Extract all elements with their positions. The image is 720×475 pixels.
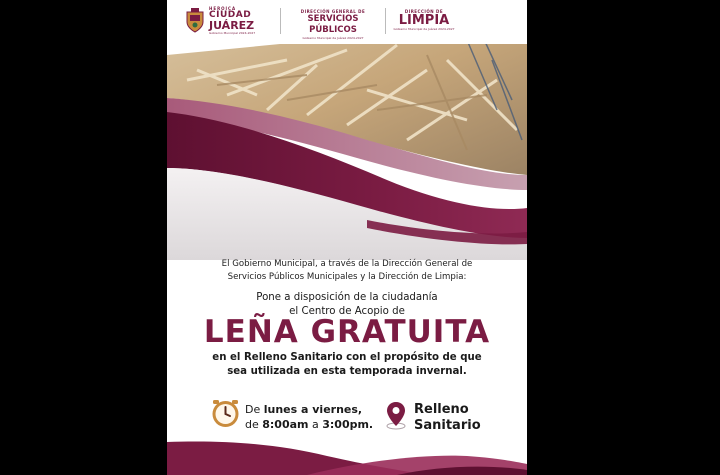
intro-line: El Gobierno Municipal, a través de la Dirección General de: [221, 259, 473, 269]
schedule-days: De lunes a viernes,: [245, 403, 363, 416]
footer-wave: [167, 430, 527, 475]
limpia-logo: [389, 9, 459, 31]
clock-icon: [210, 398, 241, 429]
lim-small-text: DIRECCIÓN DE: [404, 9, 444, 14]
schedule-hours: de 8:00am a 3:00pm.: [245, 418, 374, 431]
location-line: Relleno: [414, 402, 469, 417]
cj-juarez-text: JUÁREZ: [209, 19, 255, 32]
lim-big-text: LIMPIA: [398, 13, 450, 28]
description-line: en el Relleno Sanitario con el propósito de que: [212, 352, 482, 363]
schedule-text: [245, 402, 373, 432]
coat-of-arms-icon: [185, 8, 205, 34]
header-divider: [385, 8, 386, 34]
announcement-line: Pone a disposición de la ciudadanía: [256, 292, 438, 303]
lim-subtitle: Gobierno Municipal de Juárez 2024-2027: [393, 27, 455, 31]
announcement-line: el Centro de Acopio de: [289, 306, 405, 317]
description-text: [187, 351, 507, 379]
intro-line: Servicios Públicos Municipales y la Dirección de Limpia:: [227, 272, 467, 282]
location-pin-icon: [385, 400, 407, 430]
cj-ciudad-text: CIUDAD: [209, 10, 252, 20]
cj-subtitle: Gobierno Municipal 2024-2027: [209, 31, 256, 35]
cj-heroica-text: HEROICA: [209, 6, 237, 11]
location-line: Sanitario: [414, 418, 481, 433]
sp-subtitle: Gobierno Municipal de Juárez 2024-2027: [302, 36, 364, 40]
flyer: [167, 0, 527, 475]
sp-big-text: SERVICIOS PÚBLICOS: [307, 14, 359, 35]
servicios-publicos-logo: [285, 9, 381, 40]
main-title: LEÑA GRATUITA: [203, 314, 491, 350]
ciudad-juarez-logo: [185, 6, 265, 38]
description-line: sea utilizada en esta temporada invernal.: [227, 366, 467, 377]
header-divider: [280, 8, 281, 34]
sp-small-text: DIRECCIÓN GENERAL DE: [300, 9, 366, 14]
intro-text: [187, 258, 507, 284]
logo-header: [167, 0, 527, 44]
